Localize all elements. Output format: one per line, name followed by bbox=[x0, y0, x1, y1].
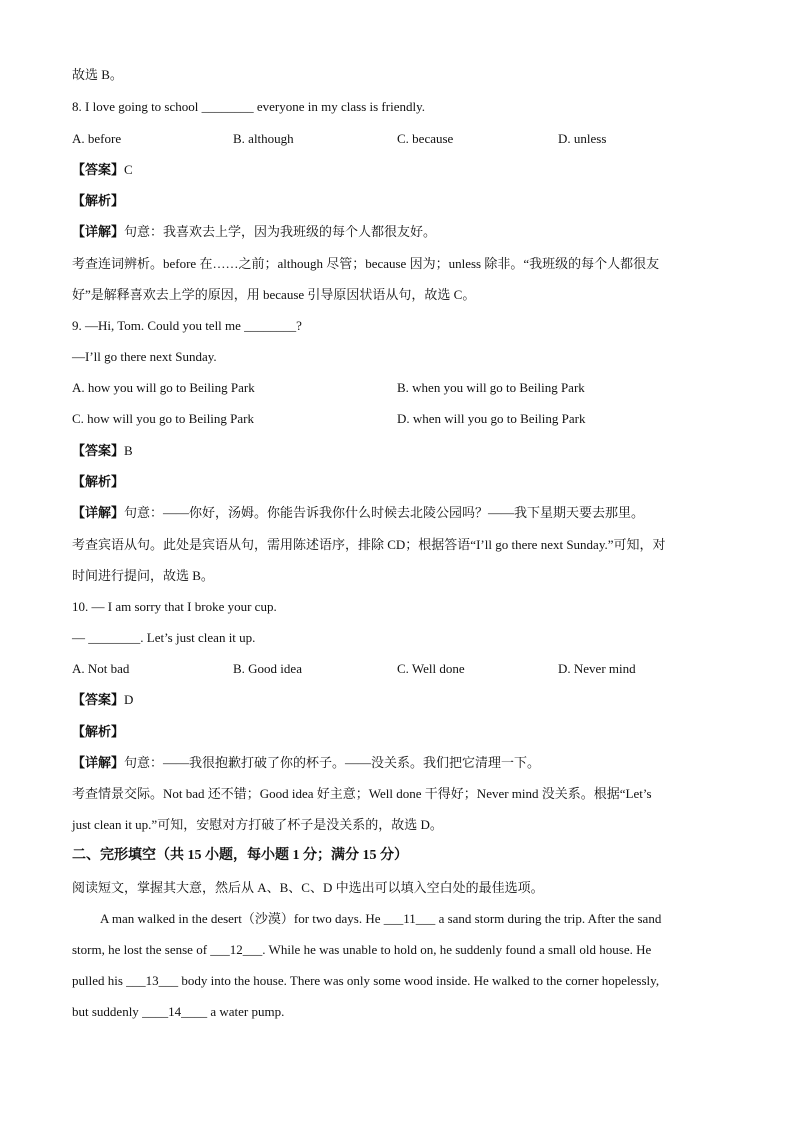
answer-tag: 【答案】 bbox=[72, 443, 125, 458]
q9-analysis-tag: 【解析】 bbox=[72, 474, 125, 489]
section-instruction: 阅读短文，掌握其大意，然后从 A、B、C、D 中选出可以填入空白处的最佳选项。 bbox=[72, 880, 544, 895]
q10-detail: 句意：——我很抱歉打破了你的杯子。——没关系。我们把它清理一下。 bbox=[124, 755, 541, 770]
q10-option-c: C. Well done bbox=[397, 661, 465, 676]
q10-stem: 10. — I am sorry that I broke your cup. bbox=[72, 599, 277, 614]
q10-response: — ________. Let’s just clean it up. bbox=[72, 630, 256, 645]
q8-explanation-2: 好”是解释喜欢去上学的原因，用 because 引导原因状语从句，故选 C。 bbox=[72, 287, 476, 302]
q9-response: —I’ll go there next Sunday. bbox=[72, 349, 217, 364]
q10-explanation-2: just clean it up.”可知，安慰对方打破了杯子是没关系的，故选 D。 bbox=[72, 817, 443, 832]
q8-option-d: D. unless bbox=[558, 131, 607, 146]
detail-tag: 【详解】 bbox=[72, 755, 125, 770]
blank-13: ___13___ bbox=[126, 973, 179, 988]
q10-detail-line bbox=[72, 754, 540, 772]
q10-answer: D bbox=[124, 692, 134, 707]
passage-text: a water pump. bbox=[207, 1004, 285, 1019]
prev-answer-tail: 故选 B。 bbox=[72, 67, 123, 82]
q9-answer-line bbox=[72, 442, 133, 460]
q8-analysis-tag: 【解析】 bbox=[72, 193, 125, 208]
q9-answer: B bbox=[124, 443, 133, 458]
passage-line-3 bbox=[72, 972, 659, 990]
section-title: 二、完形填空（共 15 小题，每小题 1 分；满分 15 分） bbox=[72, 848, 408, 863]
q8-option-a: A. before bbox=[72, 131, 122, 146]
q10-explanation-1: 考查情景交际。Not bad 还不错；Good idea 好主意；Well done 干得好；Never mind 没关系。根据“Let’s bbox=[72, 786, 652, 801]
q8-option-b: B. although bbox=[233, 131, 294, 146]
q9-option-d: D. when will you go to Beiling Park bbox=[397, 411, 586, 426]
q10-option-a: A. Not bad bbox=[72, 661, 130, 676]
q10-analysis-tag: 【解析】 bbox=[72, 724, 125, 739]
q8-answer: C bbox=[124, 162, 133, 177]
passage-text: pulled his bbox=[72, 973, 127, 988]
blank-14: ____14____ bbox=[142, 1004, 208, 1019]
q9-explanation-2: 时间进行提问，故选 B。 bbox=[72, 568, 214, 583]
q9-detail-line bbox=[72, 504, 644, 522]
passage-text: but suddenly bbox=[72, 1004, 143, 1019]
q8-stem: 8. I love going to school ________ everyone in my class is friendly. bbox=[72, 99, 425, 114]
detail-tag: 【详解】 bbox=[72, 505, 125, 520]
blank-11: ___11___ bbox=[383, 911, 436, 926]
passage-text: body into the house. There was only some wood inside. He walked to the corner hopelessly, bbox=[178, 973, 660, 988]
passage-text: storm, he lost the sense of bbox=[72, 942, 211, 957]
answer-tag: 【答案】 bbox=[72, 162, 125, 177]
q8-answer-line bbox=[72, 161, 133, 179]
q9-explanation-1: 考查宾语从句。此处是宾语从句，需用陈述语序，排除 CD；根据答语“I’ll go there next Sunday.”可知，对 bbox=[72, 537, 666, 552]
passage-line-4 bbox=[72, 1003, 284, 1021]
detail-tag: 【详解】 bbox=[72, 224, 125, 239]
q8-detail: 句意：我喜欢去上学，因为我班级的每个人都很友好。 bbox=[124, 224, 437, 239]
q9-option-a: A. how you will go to Beiling Park bbox=[72, 380, 255, 395]
q8-detail-line bbox=[72, 223, 436, 241]
q8-explanation-1: 考查连词辨析。before 在……之前；although 尽管；because 因为；unless 除非。“我班级的每个人都很友 bbox=[72, 256, 660, 271]
answer-tag: 【答案】 bbox=[72, 692, 125, 707]
passage-text: . While he was unable to hold on, he suddenly found a small old house. He bbox=[262, 942, 652, 957]
q8-option-c: C. because bbox=[397, 131, 454, 146]
q10-option-d: D. Never mind bbox=[558, 661, 636, 676]
q9-option-c: C. how will you go to Beiling Park bbox=[72, 411, 254, 426]
q9-detail: 句意：——你好，汤姆。你能告诉我你什么时候去北陵公园吗？——我下星期天要去那里。 bbox=[124, 505, 645, 520]
q10-answer-line bbox=[72, 691, 133, 709]
passage-line-1 bbox=[100, 910, 661, 928]
passage-text: A man walked in the desert（沙漠）for two days. He bbox=[100, 911, 384, 926]
q9-option-b: B. when you will go to Beiling Park bbox=[397, 380, 585, 395]
passage-text: a sand storm during the trip. After the sand bbox=[435, 911, 662, 926]
passage-line-2 bbox=[72, 941, 651, 959]
q10-option-b: B. Good idea bbox=[233, 661, 302, 676]
blank-12: ___12___ bbox=[210, 942, 263, 957]
q9-stem: 9. —Hi, Tom. Could you tell me ________? bbox=[72, 318, 302, 333]
